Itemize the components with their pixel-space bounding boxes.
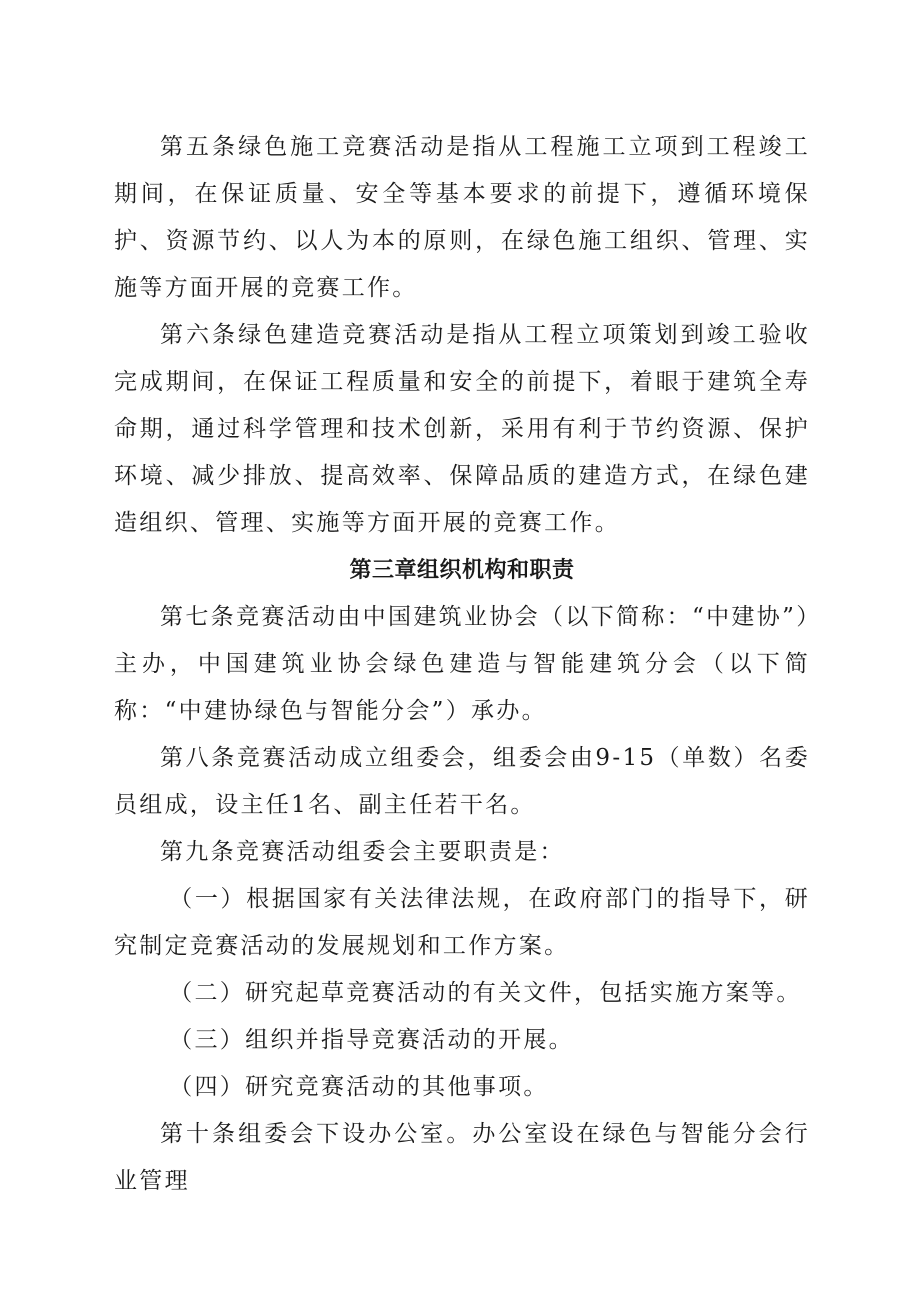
chapter-heading: 第三章组织机构和职责 <box>349 558 575 583</box>
article-5: 第五条绿色施工竞赛活动是指从工程施工立项到工程竣工期间，在保证质量、安全等基本要求的前提下，遵循环境保护、资源节约、以人为本的原则，在绿色施工组织、管理、实施等方面开展的竞赛工作。 <box>114 134 810 301</box>
list-item: （一）根据国家有关法律法规，在政府部门的指导下，研究制定竞赛活动的发展规划和工作方案。 <box>114 886 810 959</box>
list-item: （二）研究起草竞赛活动的有关文件，包括实施方案等。 <box>169 980 802 1006</box>
article-6: 第六条绿色建造竞赛活动是指从工程立项策划到竣工验收完成期间，在保证工程质量和安全的前提下，着眼于建筑全寿命期，通过科学管理和技术创新，采用有利于节约资源、保护环境、减少排放、提高效率、保障品质的建造方式，在绿色建造组织、管理、实施等方面开展的竞赛工作。 <box>114 322 810 536</box>
list-item: （四）研究竞赛活动的其他事项。 <box>169 1074 549 1100</box>
list-item: （三）组织并指导竞赛活动的开展。 <box>169 1027 574 1053</box>
document-page <box>114 124 810 1205</box>
article-8: 第八条竞赛活动成立组委会，组委会由9-15（单数）名委员组成，设主任1名、副主任若干名。 <box>114 745 810 818</box>
article-7: 第七条竞赛活动由中国建筑业协会（以下简称：“中建协”）主办，中国建筑业协会绿色建造与智能建筑分会（以下简称：“中建协绿色与智能分会”）承办。 <box>114 604 810 724</box>
article-9: 第九条竞赛活动组委会主要职责是： <box>160 839 565 865</box>
article-10: 第十条组委会下设办公室。办公室设在绿色与智能分会行业管理 <box>114 1121 810 1194</box>
